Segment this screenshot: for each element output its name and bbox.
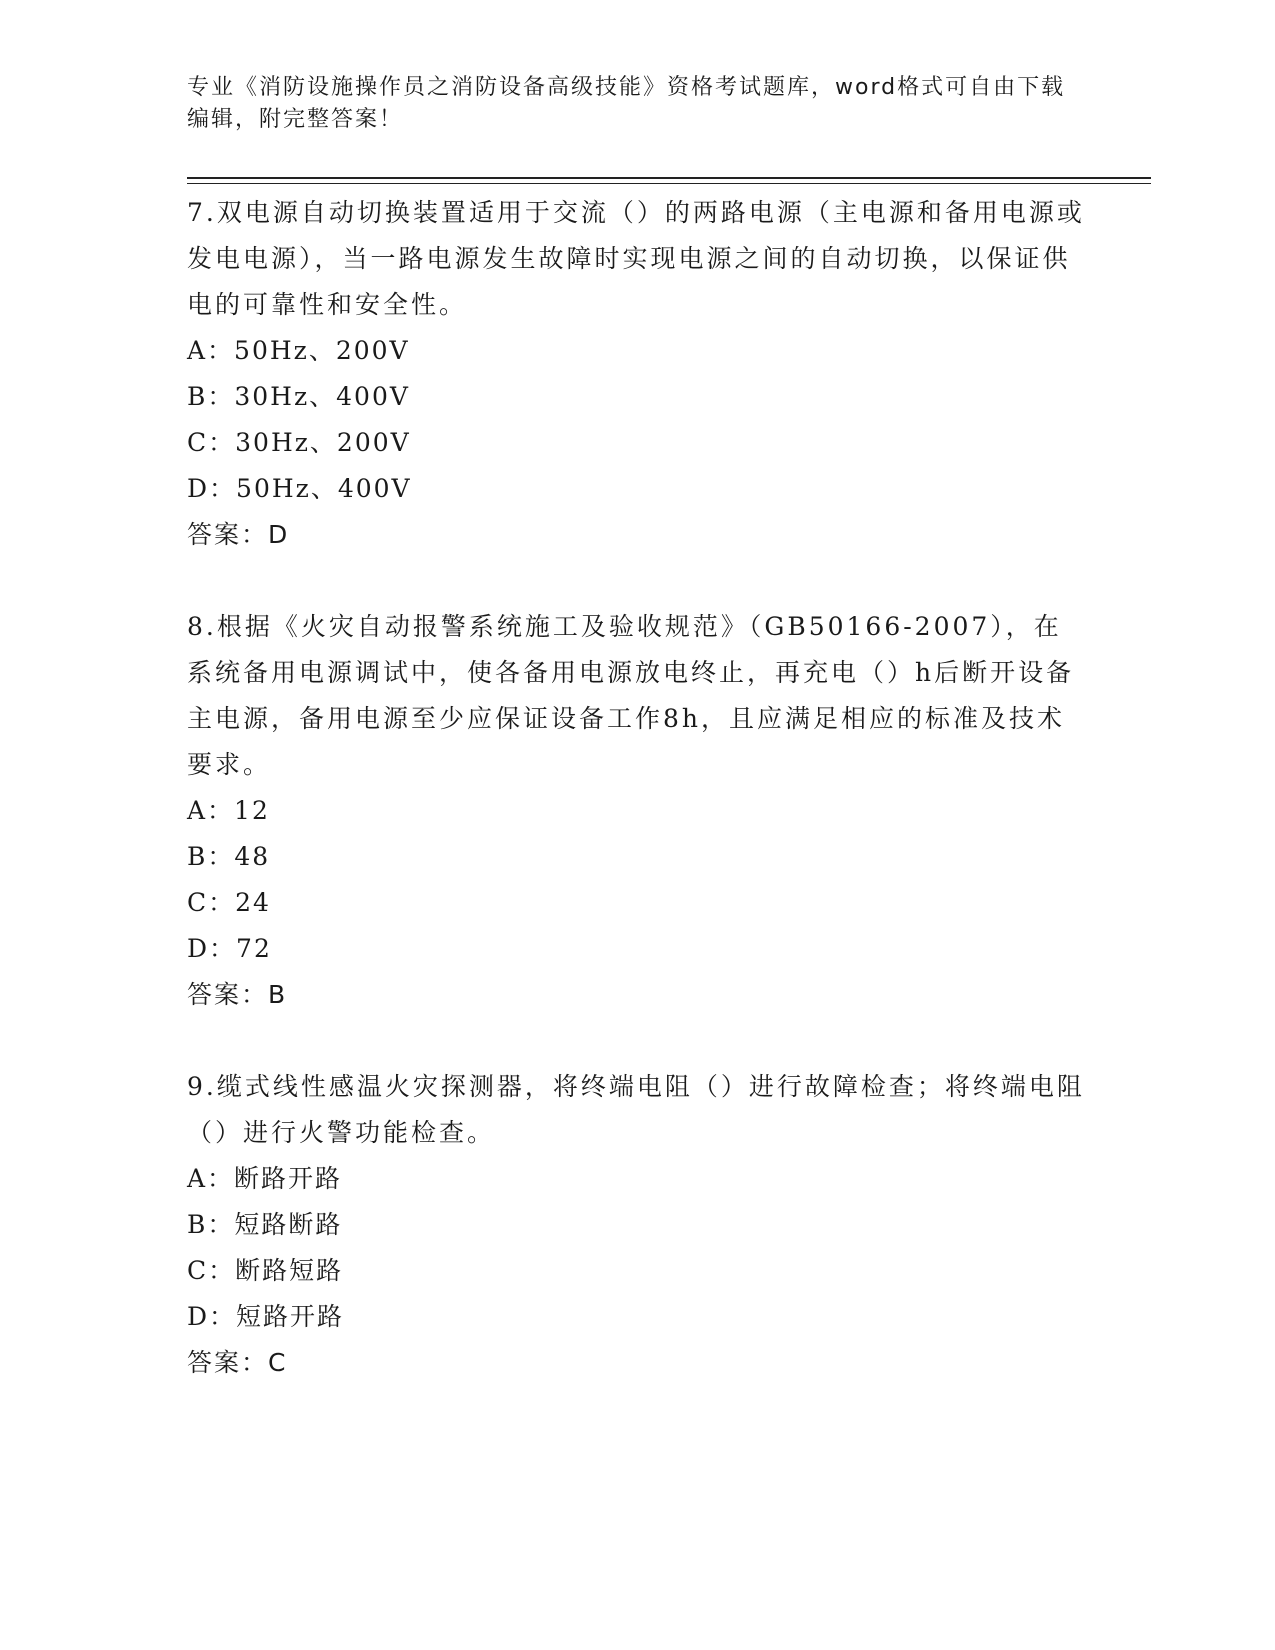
question-stem: 7.双电源自动切换装置适用于交流（）的两路电源（主电源和备用电源或发电电源），当一路电源发生故障时实现电源之间的自动切换，以保证供电的可靠性和安全性。 (187, 198, 1085, 319)
option-b: B：短路断路 (187, 1210, 343, 1239)
header-divider-thick (187, 177, 1151, 179)
question-8 (187, 604, 1087, 1018)
option-c: C：30Hz、200V (187, 428, 411, 457)
option-c: C：断路短路 (187, 1256, 344, 1285)
header-divider-thin (187, 183, 1151, 184)
option-a: A：12 (187, 796, 270, 825)
question-list (187, 190, 1087, 1432)
option-c: C：24 (187, 888, 271, 917)
option-b: B：30Hz、400V (187, 382, 410, 411)
question-stem: 8.根据《火灾自动报警系统施工及验收规范》（GB50166-2007），在系统备用电源调试中，使各备用电源放电终止，再充电（）h后断开设备主电源，备用电源至少应保证设备工作8h，且应满足相应的标准及技术要求。 (187, 612, 1075, 779)
option-d: D：72 (187, 934, 272, 963)
option-b: B：48 (187, 842, 271, 871)
question-9 (187, 1064, 1087, 1386)
question-7 (187, 190, 1087, 558)
option-a: A：断路开路 (187, 1164, 343, 1193)
option-a: A：50Hz、200V (187, 336, 410, 365)
answer-line: 答案：D (187, 520, 290, 549)
answer-line: 答案：B (187, 980, 288, 1009)
page-header: 专业《消防设施操作员之消防设备高级技能》资格考试题库，word格式可自由下载编辑，附完整答案！ (187, 75, 1066, 132)
option-d: D：短路开路 (187, 1302, 345, 1331)
question-stem: 9.缆式线性感温火灾探测器，将终端电阻（）进行故障检查；将终端电阻（）进行火警功能检查。 (187, 1072, 1085, 1147)
answer-line: 答案：C (187, 1348, 288, 1377)
option-d: D：50Hz、400V (187, 474, 412, 503)
